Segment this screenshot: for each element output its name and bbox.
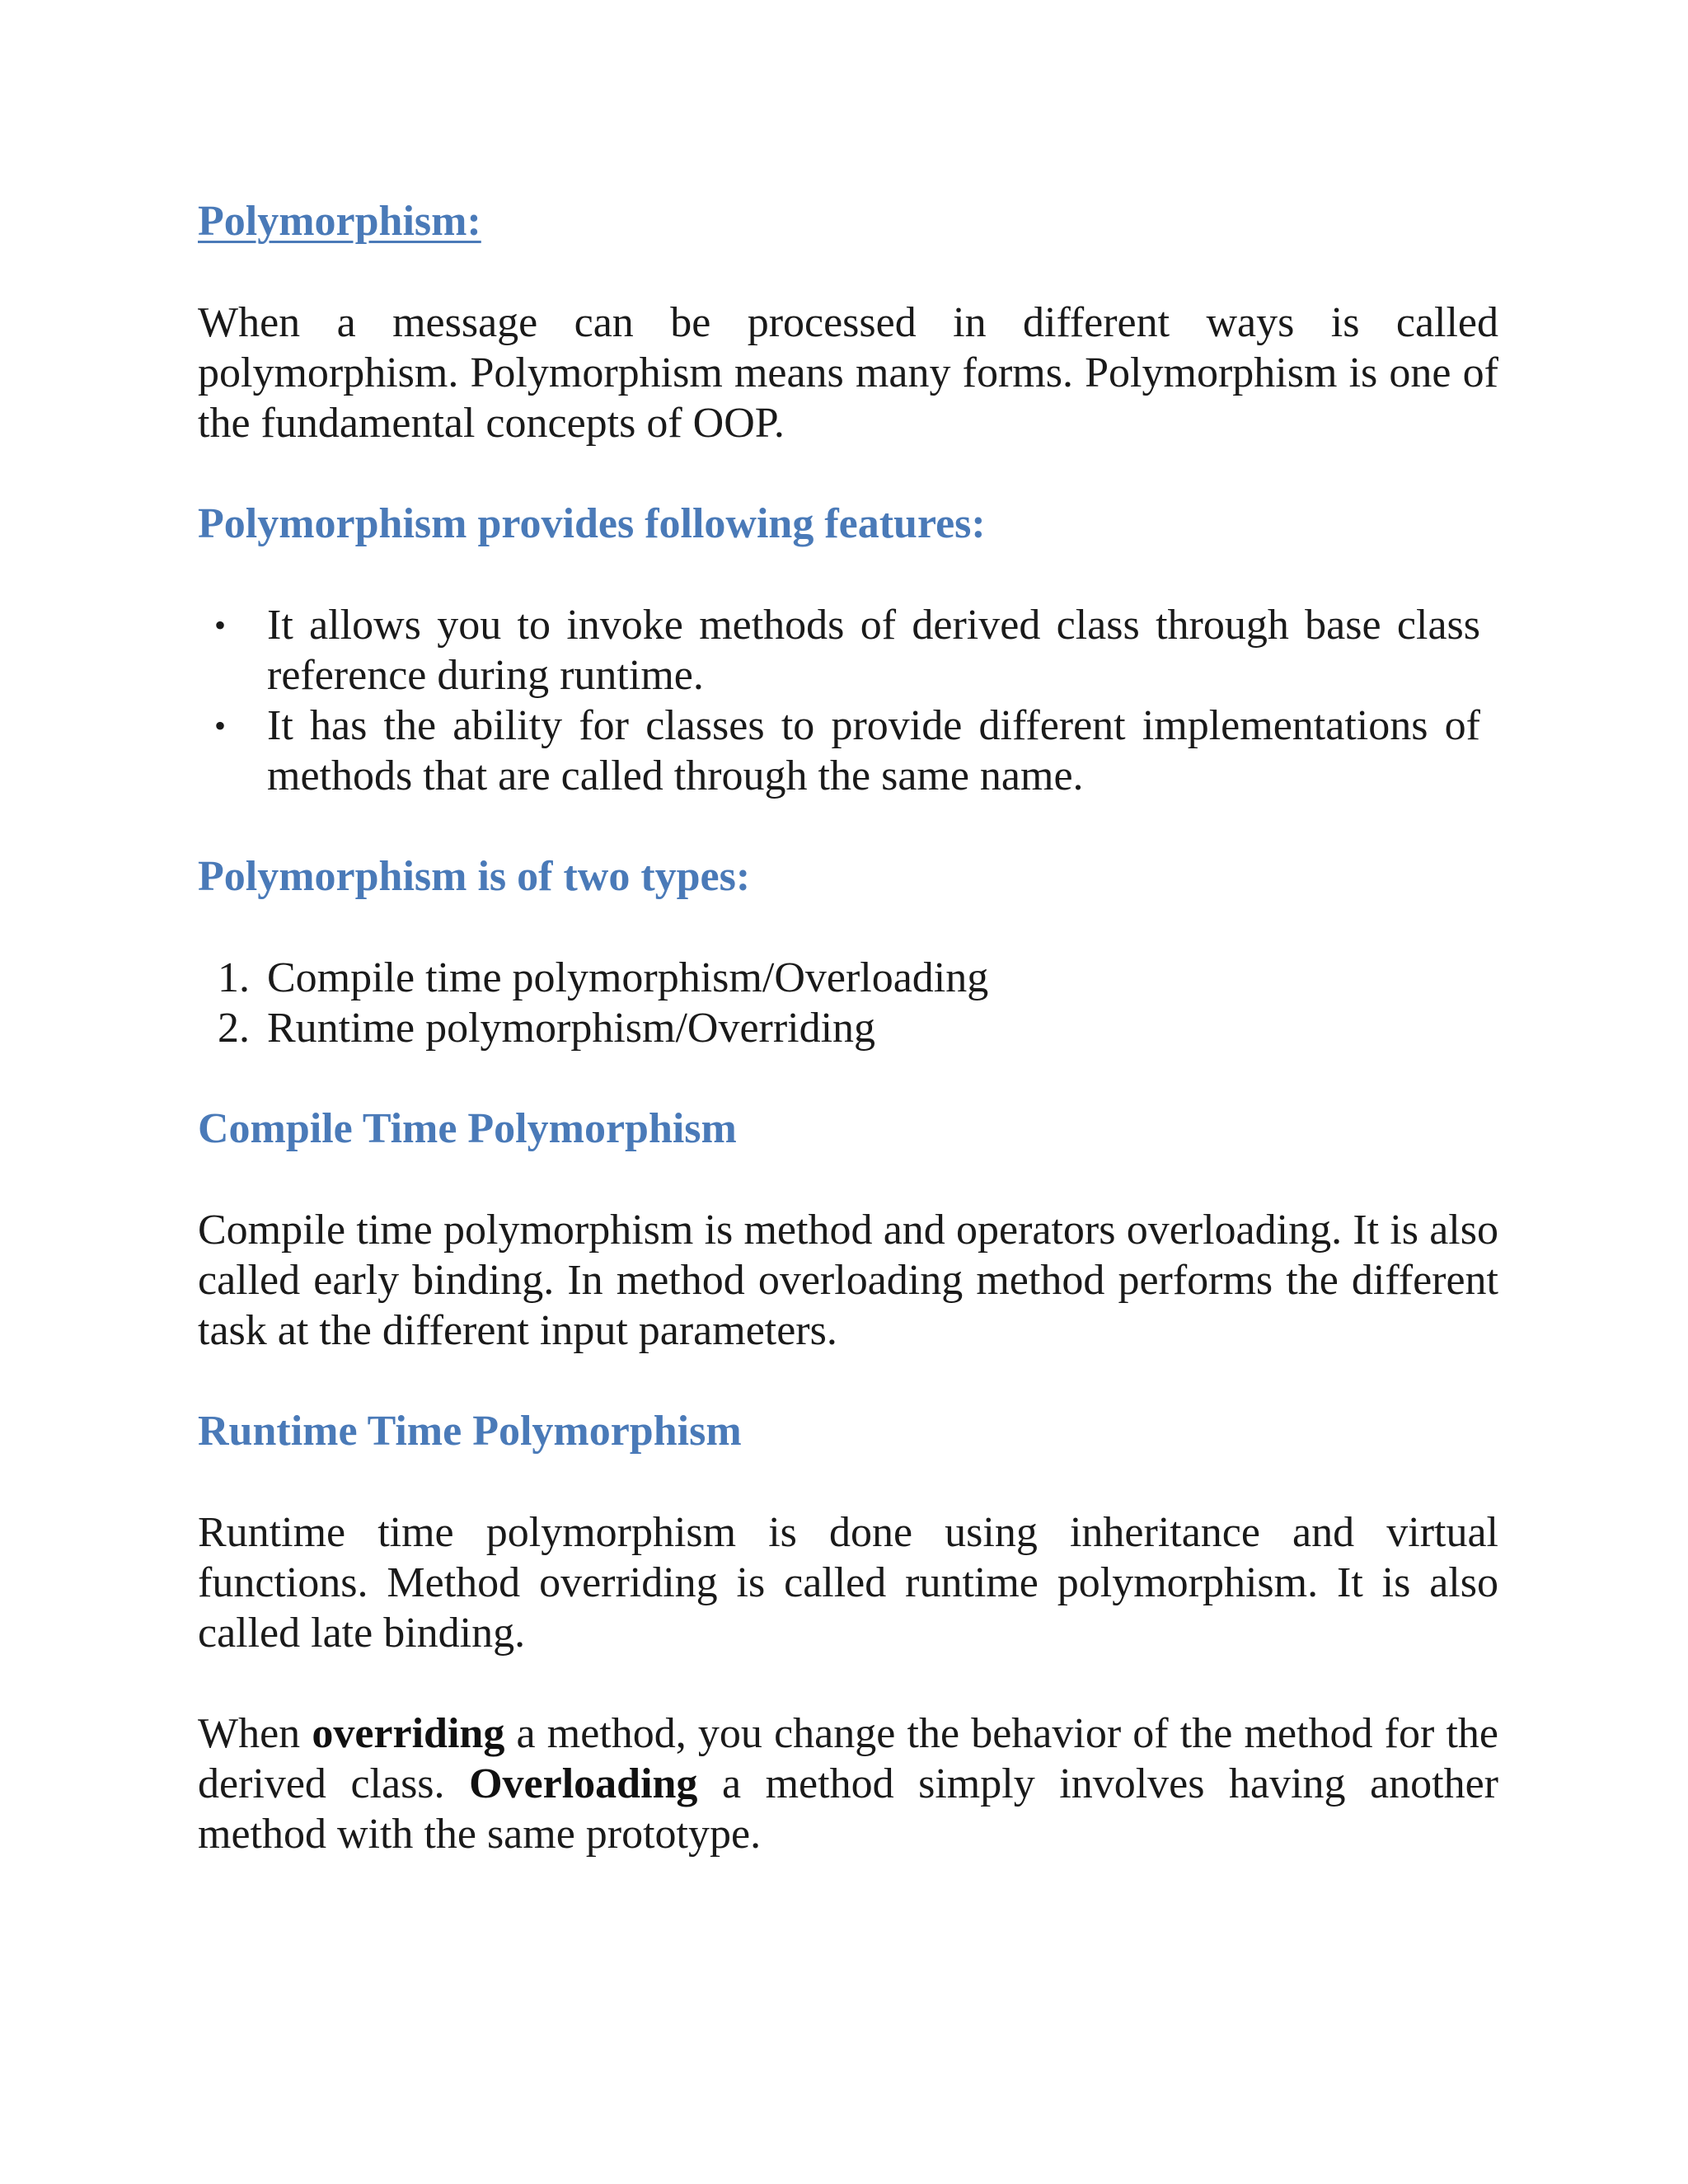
spacer	[198, 448, 1498, 499]
term-overriding: overriding	[312, 1710, 505, 1757]
intro-paragraph: When a message can be processed in different ways is called polymorphism. Polymorphism means many forms. Polymorphism is one of the fundamental concepts of OOP.	[198, 299, 1498, 447]
list-item-text: Runtime polymorphism/Overriding	[267, 1005, 876, 1052]
list-item	[198, 1003, 1498, 1053]
spacer	[198, 1356, 1498, 1406]
list-number: 2.	[218, 1005, 250, 1052]
bullet-icon: •	[214, 707, 227, 744]
runtime-heading: Runtime Time Polymorphism	[198, 1408, 742, 1455]
list-number: 1.	[218, 954, 250, 1001]
list-item	[198, 701, 1480, 801]
list-item	[198, 953, 1498, 1003]
term-overloading: Overloading	[469, 1760, 698, 1807]
bullet-icon: •	[214, 607, 227, 644]
spacer	[198, 1456, 1498, 1507]
types-heading: Polymorphism is of two types:	[198, 853, 751, 900]
compile-time-paragraph: Compile time polymorphism is method and operators overloading. It is also called early binding. In method overloading method performs the different task at the different input parameters.	[198, 1207, 1498, 1354]
list-item-text: It allows you to invoke methods of derived class through base class reference during runtime.	[267, 602, 1480, 699]
closing-text: When	[198, 1710, 312, 1757]
document-page	[198, 196, 1498, 1859]
spacer	[198, 902, 1498, 953]
types-list	[198, 953, 1498, 1053]
list-item-text: It has the ability for classes to provide different implementations of methods that are called through the same name.	[267, 702, 1480, 799]
list-item	[198, 600, 1480, 701]
list-item-text: Compile time polymorphism/Overloading	[267, 954, 989, 1001]
page-title: Polymorphism:	[198, 198, 481, 245]
spacer	[198, 801, 1498, 851]
spacer	[198, 246, 1498, 298]
features-list	[198, 600, 1498, 801]
closing-paragraph	[198, 1708, 1498, 1859]
spacer	[198, 1053, 1498, 1104]
runtime-paragraph: Runtime time polymorphism is done using inheritance and virtual functions. Method overriding is called runtime polymorphism. It is also called late binding.	[198, 1509, 1498, 1657]
closing-text: a method, you change the behavior of the method for the derived class.	[198, 1710, 1498, 1807]
spacer	[198, 1154, 1498, 1205]
compile-time-heading: Compile Time Polymorphism	[198, 1105, 737, 1152]
features-heading: Polymorphism provides following features:	[198, 500, 986, 547]
closing-text: a method simply involves having another method with the same prototype.	[198, 1760, 1498, 1858]
spacer	[198, 1658, 1498, 1708]
spacer	[198, 549, 1498, 600]
